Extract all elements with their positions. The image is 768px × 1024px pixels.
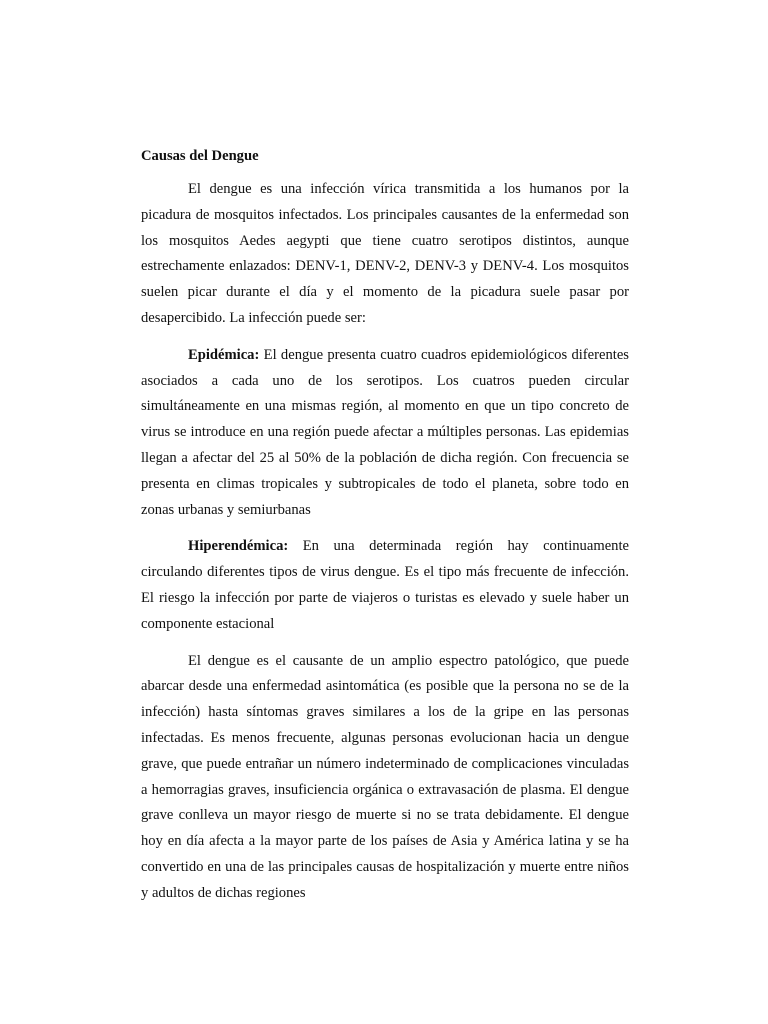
paragraph-lead: Hiperendémica: <box>188 538 289 555</box>
document-page <box>141 146 629 918</box>
paragraph-epidemica <box>141 343 629 524</box>
paragraph-hiperendemica <box>141 534 629 637</box>
document-title: Causas del Dengue <box>141 148 259 164</box>
paragraph-text: En una determinada región hay continuamente circulando diferentes tipos de virus dengue. Es el tipo más frecuente de infección. El riesgo la infección por parte de viajeros o turistas es elevado y suele haber un componente estacional <box>141 538 629 632</box>
paragraph-text: El dengue es una infección vírica transmitida a los humanos por la picadura de mosquitos infectados. Los principales causantes de la enfermedad son los mosquitos Aedes aegypti que tiene cuatro serotipos distintos, aunque estrechamente enlazados: DENV-1, DENV-2, DENV-3 y DENV-4. Los mosquitos suelen picar durante el día y el momento de la picadura suele pasar por desapercibido. La infección puede ser: <box>141 181 629 326</box>
paragraph-espectro <box>141 649 629 907</box>
paragraph-text: El dengue es el causante de un amplio espectro patológico, que puede abarcar desde una enfermedad asintomática (es posible que la persona no se de la infección) hasta síntomas graves similares a los de la gripe en las personas infectadas. Es menos frecuente, algunas personas evolucionan hacia un dengue grave, que puede entrañar un número indeterminado de complicaciones vinculadas a hemorragias graves, insuficiencia orgánica o extravasación de plasma. El dengue grave conlleva un mayor riesgo de muerte si no se trata debidamente. El dengue hoy en día afecta a la mayor parte de los países de Asia y América latina y se ha convertido en una de las principales causas de hospitalización y muerte entre niños y adultos de dichas regiones <box>141 652 629 901</box>
paragraph-lead: Epidémica: <box>188 346 260 363</box>
paragraph-text: El dengue presenta cuatro cuadros epidemiológicos diferentes asociados a cada uno de los serotipos. Los cuatros pueden circular simultáneamente en una mismas región, al momento en que un tipo concreto de virus se introduce en una región puede afectar a múltiples personas. Las epidemias llegan a afectar del 25 al 50% de la población de dicha región. Con frecuencia se presenta en climas tropicales y subtropicales de todo el planeta, sobre todo en zonas urbanas y semiurbanas <box>141 346 629 518</box>
paragraph-intro <box>141 177 629 332</box>
